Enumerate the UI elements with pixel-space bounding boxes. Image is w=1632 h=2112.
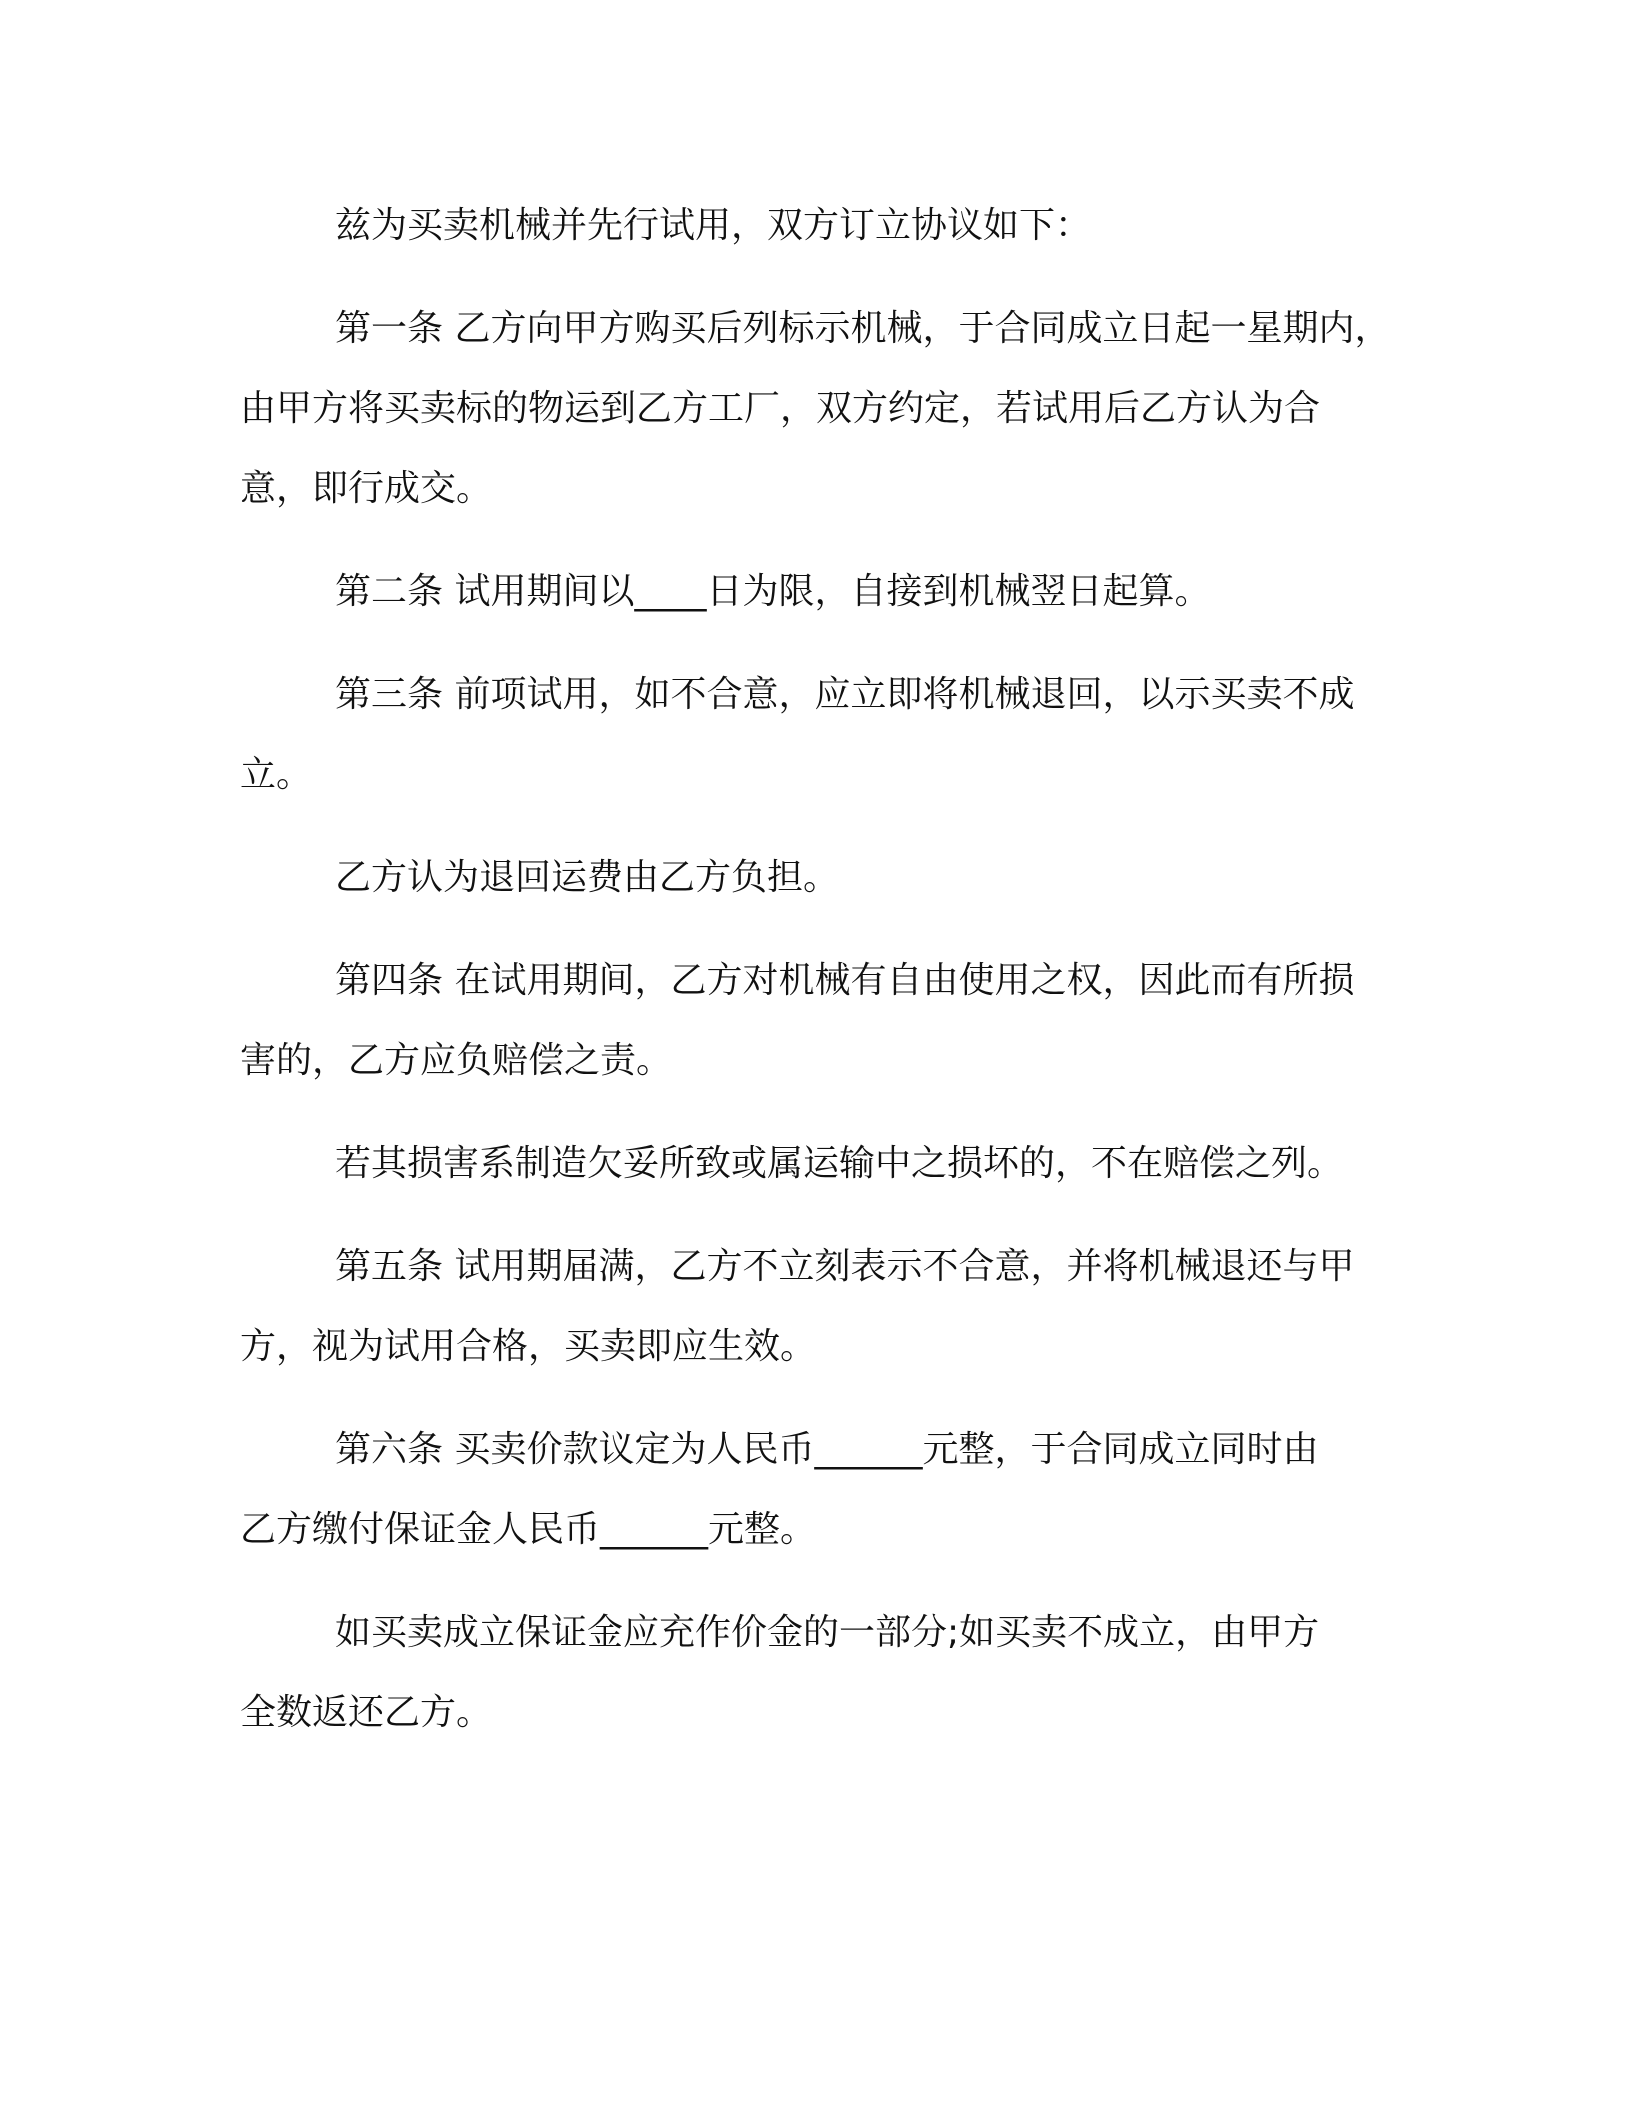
paragraph-intro <box>240 186 1415 266</box>
paragraph-line: 第三条 前项试用，如不合意，应立即将机械退回，以示买卖不成 <box>335 674 1355 715</box>
paragraph-line: 全数返还乙方。 <box>240 1692 493 1733</box>
paragraph-line: 乙方缴付保证金人民币______元整。 <box>240 1509 817 1550</box>
paragraph-line: 兹为买卖机械并先行试用，双方订立协议如下： <box>335 205 1092 246</box>
paragraph-line: 第二条 试用期间以____日为限，自接到机械翌日起算。 <box>335 571 1211 612</box>
paragraph-deposit-terms <box>240 1593 1415 1753</box>
paragraph-line: 如买卖成立保证金应充作价金的一部分;如买卖不成立，由甲方 <box>335 1612 1320 1653</box>
paragraph-line: 方，视为试用合格，买卖即应生效。 <box>240 1326 817 1367</box>
paragraph-line: 第一条 乙方向甲方购买后列标示机械，于合同成立日起一星期内， <box>335 308 1391 349</box>
paragraph-article-6 <box>240 1410 1415 1570</box>
paragraph-article-5 <box>240 1227 1415 1387</box>
paragraph-line: 第四条 在试用期间，乙方对机械有自由使用之权，因此而有所损 <box>335 960 1355 1001</box>
paragraph-line: 害的，乙方应负赔偿之责。 <box>240 1040 673 1081</box>
paragraph-article-3 <box>240 655 1415 815</box>
paragraph-line: 第五条 试用期届满，乙方不立刻表示不合意，并将机械退还与甲 <box>335 1246 1355 1287</box>
paragraph-article-1 <box>240 289 1415 529</box>
paragraph-damage-exception <box>240 1124 1415 1204</box>
paragraph-line: 立。 <box>240 754 313 795</box>
paragraph-article-4 <box>240 941 1415 1101</box>
paragraph-line: 若其损害系制造欠妥所致或属运输中之损坏的，不在赔偿之列。 <box>335 1143 1344 1184</box>
paragraph-line: 意，即行成交。 <box>240 468 493 509</box>
document-body <box>240 186 1415 1776</box>
paragraph-return-freight <box>240 838 1415 918</box>
paragraph-line: 乙方认为退回运费由乙方负担。 <box>335 857 840 898</box>
paragraph-line: 第六条 买卖价款议定为人民币______元整，于合同成立同时由 <box>335 1429 1319 1470</box>
paragraph-line: 由甲方将买卖标的物运到乙方工厂，双方约定，若试用后乙方认为合 <box>240 388 1321 429</box>
paragraph-article-2 <box>240 552 1415 632</box>
